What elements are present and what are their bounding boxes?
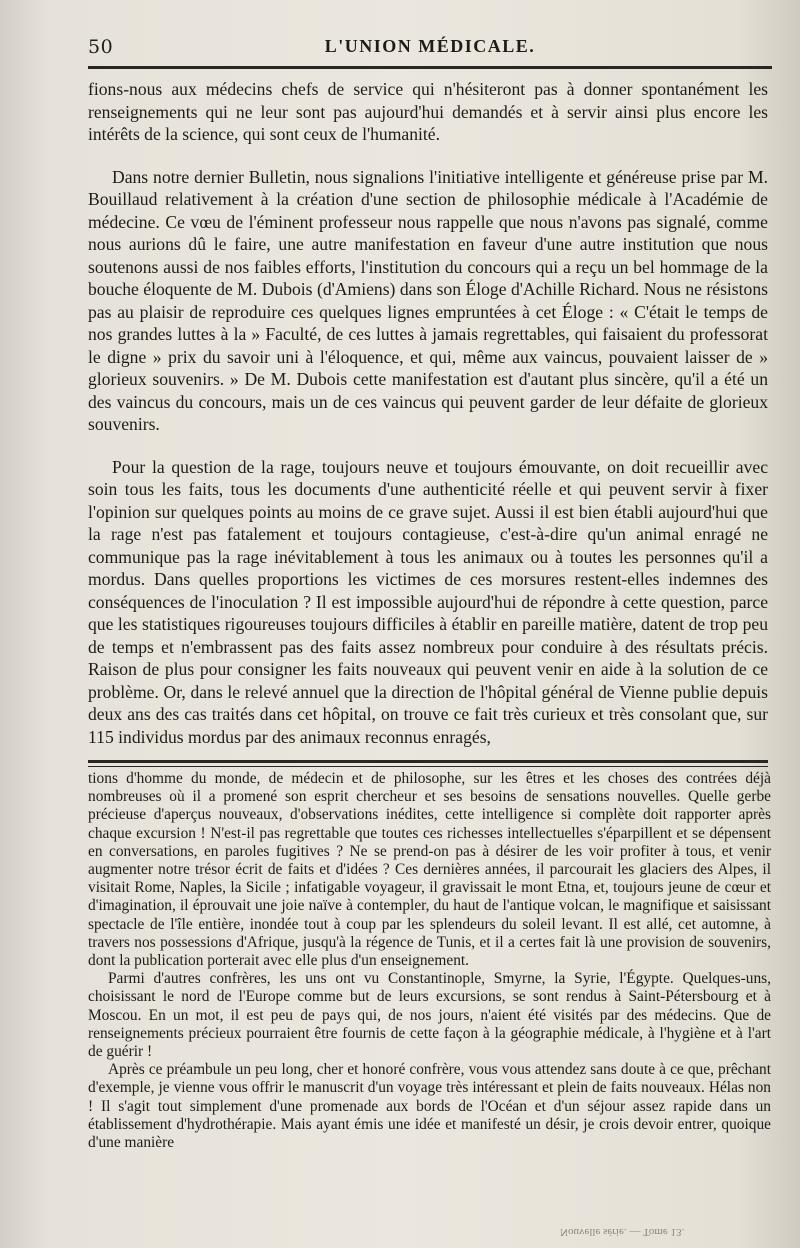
- show-through-footer: Nouvelle série. — Tome 13.: [560, 1226, 685, 1238]
- feuilleton-divider: [88, 760, 768, 763]
- feuilleton-paragraph: Parmi d'autres confrères, les uns ont vu Constantinople, Smyrne, la Syrie, l'Égypte. Quelques-uns, choisissant le nord de l'Europe comme but de leurs excursions, se sont rendus à Saint-Pétersbourg et à Moscou. En un mot, il est peu de pays qui, de nos jours, n'aient été visités par des médecins. Que de renseignements précieux pourraient être fournis de cette façon à la géographie médicale, à l'hygiène et à l'art de guérir !: [88, 970, 771, 1061]
- feuilleton-column: [88, 770, 771, 1152]
- main-paragraph: Pour la question de la rage, toujours neuve et toujours émouvante, on doit recueillir avec soin tous les faits, tous les documents d'une authenticité réelle et qui peuvent servir à fixer l'opinion sur quelques points au moins de ce grave sujet. Aussi il est bien établi aujourd'hui que la rage n'est pas fatalement et toujours contagieuse, c'est-à-dire qu'un animal enragé ne communique pas la rage inévitablement à tous les animaux ou à toutes les personnes qu'il a mordus. Dans quelles proportions les victimes de ces morsures restent-elles indemnes des conséquences de l'inoculation ? Il est impossible aujourd'hui de répondre à cette question, parce que les statistiques rigoureuses toujours difficiles à établir en pareille matière, datent de trop peu de temps et n'embrassent pas des faits assez nombreux pour conduire à des résultats précis. Raison de plus pour consigner les faits nouveaux qui peuvent venir en aide à la solution de ce problème. Or, dans le relevé annuel que la direction de l'hôpital général de Vienne publie depuis deux ans des cas traités dans cet hôpital, on trouve ce fait très curieux et très consolant que, sur 115 individus mordus par des animaux reconnus enragés,: [88, 456, 768, 747]
- main-paragraph: fions-nous aux médecins chefs de service qui n'hésiteront pas à donner spontanément les renseignements qui ne leur sont pas aujourd'hui demandés et à servir ainsi plus encore les intérêts de la science, qui sont ceux de l'humanité.: [88, 79, 768, 144]
- page-number: 50: [88, 36, 114, 58]
- main-paragraph: Dans notre dernier Bulletin, nous signalions l'initiative intelligente et généreuse prise par M. Bouillaud relativement à la création d'une section de philosophie médicale à l'Académie de médecine. Ce vœu de l'éminent professeur nous rappelle que nous n'avons pas signalé, comme nous aurions dû le faire, une autre manifestation en faveur d'une autre institution que nous soutenons aussi de nos faibles efforts, l'institution du concours qui a reçu un bel hommage de la bouche éloquente de M. Dubois (d'Amiens) dans son Éloge d'Achille Richard. Nous ne résistons pas au plaisir de reproduire ces quelques lignes empruntées à cet Éloge : « C'était le temps de nos grandes luttes à la » Faculté, de ces luttes à jamais regrettables, qui faisaient du professorat le digne » prix du savoir uni à l'éloquence, et qui, même aux vaincus, pouvaient laisser de » glorieux souvenirs. » De M. Dubois cette manifestation est d'autant plus sincère, qu'il a été un des vaincus du concours, mais un de ces vaincus qui peuvent garder de leur défaite de glorieux souvenirs.: [88, 166, 768, 434]
- main-article: [88, 78, 768, 748]
- page-header: [88, 26, 772, 69]
- feuilleton-paragraph: Après ce préambule un peu long, cher et honoré confrère, vous vous attendez sans doute à ce que, prêchant d'exemple, je vienne vous offrir le manuscrit d'un voyage très intéressant et plein de faits nouveaux. Hélas non ! Il s'agit tout simplement d'une promenade aux bords de l'Océan et d'un séjour assez rapide dans un établissement d'hydrothérapie. Mais ayant émis une idée et manifesté un désir, je crois devoir entrer, quoique d'une manière: [88, 1061, 771, 1152]
- feuilleton-paragraph: tions d'homme du monde, de médecin et de philosophe, sur les êtres et les choses des contrées déjà nombreuses où il a promené son esprit chercheur et ses besoins de sensations nouvelles. Quelle gerbe précieuse d'aperçus nouveaux, d'observations inédites, cette intelligence si complète doit rapporter après chaque excursion ! N'est-il pas regrettable que toutes ces richesses intellectuelles s'éparpillent et se dépensent en conversations, en paroles fugitives ? Ne se prend-on pas à désirer de les voir profiter à tous, et venir augmenter notre trésor écrit de faits et d'idées ? Ces dernières années, il parcourait les glaciers des Alpes, il visitait Rome, Naples, la Sicile ; infatigable voyageur, il gravissait le mont Etna, et, toujours jeune de cœur et d'imagination, il éprouvait une joie naïve à contempler, du haut de l'antique volcan, le magnifique et saisissant spectacle de l'île entière, inondée tout à coup par les splendeurs du soleil levant. Il est allé, cet automne, à travers nos possessions d'Afrique, jusqu'à la régence de Tunis, et il a certes fait là une provision de souvenirs, dont la publication porterait avec elle plus d'un enseignement.: [88, 770, 771, 970]
- running-title: L'UNION MÉDICALE.: [324, 36, 536, 56]
